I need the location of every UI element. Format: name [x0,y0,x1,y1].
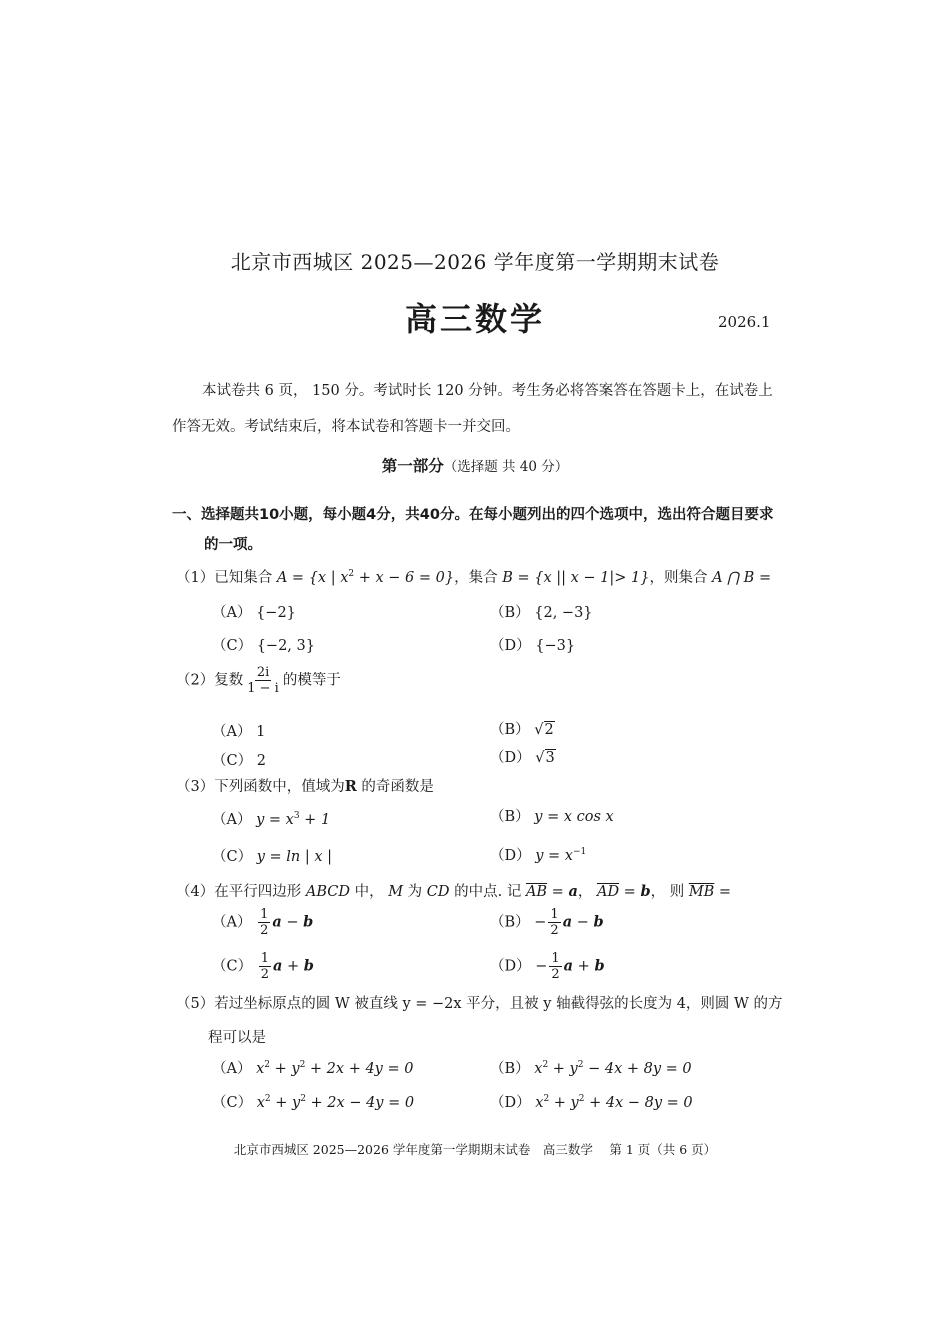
q4-text: 为 [403,884,427,900]
exponent: 2 [299,1060,306,1070]
q2-option-c: （C） 2 [212,753,266,769]
option-label: （D） [490,848,536,864]
exponent: 2 [578,1094,585,1104]
q1-option-a: （A） {−2} [212,605,296,621]
vector-b: b [303,913,314,931]
option-label: （B） [490,809,535,825]
numerator: 1 [260,907,269,922]
expr: + 4x − 8y = 0 [584,1095,693,1111]
q4-text: ， [577,884,597,900]
q2-text: 的模等于 [282,672,341,689]
option-label: （C） [212,849,257,865]
option-label: （A） [212,1061,257,1077]
exponent: 2 [543,1094,550,1104]
section-instruction: 一、选择题共10小题，每小题4分，共40分。在每小题列出的四个选项中，选出符合题目要求的一项。 [172,507,774,553]
subject-title: 高三数学 [404,300,545,338]
fraction [548,908,560,937]
vector-b: b [594,957,605,975]
question-number: （4） [176,884,215,900]
exam-date: 2026.1 [718,313,771,331]
q2-option-b [490,718,555,739]
vector-a: a [273,957,283,975]
sqrt: √2 [534,722,554,738]
option-label: （B） − [490,914,547,931]
vector-b: b [593,913,604,931]
numerator: 2i [256,665,270,680]
option-label: （C） [212,1095,257,1111]
radicand: 2 [544,722,554,738]
question-5-stem [176,987,784,1055]
exponent: 3 [293,811,300,821]
q4-text: 的中点. 记 [449,884,526,900]
vector-mb: $\overline{MB}$ [688,884,715,900]
vector-ab: $\overline{AB}$ [525,884,548,900]
q3-option-d [490,844,586,865]
set-a-rest: + x − 6 = 0} [354,570,455,586]
page-footer: 北京市西城区 2025—2026 学年度第一学期期末试卷 高三数学 第 1 页（共 6 页） [233,1142,717,1157]
option-label: （C） [212,958,257,975]
part-title: 第一部分 [381,457,444,475]
q1-text: ，集合 [454,570,503,586]
q5-text: 若过坐标原点的圆 W 被直线 y = −2x 平分，且被 y 轴截得弦的长度为 4，则圆 W 的方程可以是 [208,996,783,1046]
exponent: −1 [573,847,587,857]
point-m: M [388,884,404,900]
expr: y = x [535,848,573,864]
exponent: 2 [348,569,355,579]
vector-ad: $\overline{AD}$ [596,884,620,900]
q4-option-c [212,952,314,981]
operator: − [572,914,594,931]
q4-option-b [490,908,604,937]
expr: y = x [256,812,294,828]
q1-text: ，则集合 [649,570,713,586]
expr: + y [548,1061,578,1077]
vector-b: b [303,957,314,975]
set-a-name: A [276,570,288,586]
q5-option-c [212,1091,414,1112]
q5-option-d [490,1091,693,1112]
q3-option-c [212,845,332,866]
q2-option-a: （A） 1 [212,724,266,740]
denominator: 1 − i [247,681,279,696]
exponent: 2 [300,1094,306,1104]
q2-option-d [490,746,556,767]
intersection-expr: A ⋂ B = [712,570,772,586]
expr: x [535,1095,544,1111]
expr: + 2x − 4y = 0 [305,1095,415,1111]
vector-b: b [640,883,651,900]
numerator: 1 [550,907,559,922]
q4-option-a [212,908,313,937]
set-b: B = {x || x − 1|> 1} [502,570,650,586]
expr: x [256,1061,265,1077]
q4-text: = [547,884,569,900]
exponent: 2 [264,1094,271,1104]
q1-option-b: （B） {2, −3} [490,605,593,621]
expr: − 4x + 8y = 0 [583,1061,692,1077]
question-number: （3） [176,779,215,795]
operator: + [282,958,304,975]
option-label: （D） − [490,958,548,975]
option-label: （A） [212,812,257,828]
fraction [549,952,561,981]
option-label: （B） [490,1061,535,1077]
question-number: （5） [176,996,215,1012]
operator: − [281,914,304,931]
set-a-body: = {x | x [287,570,349,586]
numerator: 1 [551,951,560,966]
exponent: 2 [542,1060,549,1070]
parallelogram-name: ABCD [305,884,350,900]
question-2-stem [176,666,341,695]
question-4-stem [176,880,731,901]
question-3-stem [176,775,434,796]
expr: + y [270,1095,301,1111]
vector-a: a [562,913,573,931]
expr: + y [270,1061,300,1077]
expr: + 2x + 4y = 0 [305,1061,414,1077]
segment-cd: CD [426,884,450,900]
option-label: （D） [490,750,536,766]
question-number: （2） [176,672,215,689]
part-heading [0,454,950,476]
q2-text: 复数 [214,672,244,689]
expr: x [534,1061,543,1077]
expr: + y [549,1095,579,1111]
q3-text: 下列函数中，值域为 [214,779,345,795]
denominator: 2 [260,923,269,938]
option-label: （A） [212,914,257,931]
option-label: （B） [490,722,535,738]
q1-option-c: （C） {−2, 3} [212,638,315,654]
real-numbers-symbol: R [344,778,357,795]
vector-a: a [272,913,282,931]
sqrt: √3 [535,750,555,766]
q5-option-a [212,1057,413,1078]
exam-instructions: 本试卷共 6 页， 150 分。考试时长 120 分钟。考生务必将答案答在答题卡上，在试卷上作答无效。考试结束后，将本试卷和答题卡一并交回。 [172,383,773,435]
operator: + [573,958,595,975]
expr: x [256,1095,265,1111]
denominator: 2 [550,923,559,938]
q4-text: = [714,884,732,900]
q1-text: 已知集合 [214,570,277,586]
exponent: 2 [577,1060,584,1070]
q3-text: 的奇函数是 [356,779,434,795]
expr: y = x cos x [534,809,614,825]
fraction [258,908,270,937]
expr: y = ln | x | [256,849,333,865]
q3-option-a [212,808,330,829]
q5-option-b [490,1057,692,1078]
denominator: 2 [551,967,560,982]
q4-text: ， 则 [650,884,689,900]
exponent: 2 [264,1060,271,1070]
fraction [245,666,281,695]
expr: + 1 [299,812,331,828]
denominator: 2 [260,967,269,982]
q3-option-b [490,805,614,826]
vector-a: a [568,883,578,900]
question-number: （1） [176,570,215,586]
q4-option-d [490,952,605,981]
q4-text: = [619,884,641,900]
part-subtitle: （选择题 共 40 分） [443,459,569,475]
fraction [259,952,271,981]
q4-text: 在平行四边形 [214,884,306,900]
question-1-stem [176,566,771,587]
radicand: 3 [545,750,555,766]
q4-text: 中， [349,884,389,900]
vector-a: a [563,957,574,975]
exam-header-title: 北京市西城区 2025—2026 学年度第一学期期末试卷 [230,250,720,274]
option-label: （D） [490,1095,536,1111]
numerator: 1 [260,951,269,966]
q1-option-d: （D） {−3} [490,638,576,654]
